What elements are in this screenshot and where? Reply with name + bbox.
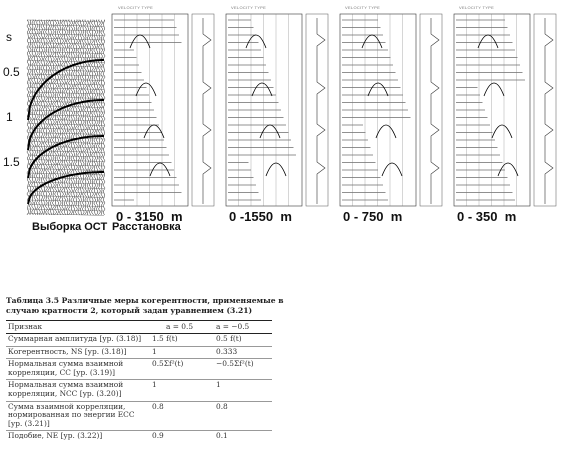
gather-trace (103, 20, 105, 215)
panel-1-header: VELOCITY TYPE (118, 5, 154, 10)
semblance-peak (498, 163, 518, 176)
velocity-function-trace (431, 18, 439, 204)
row-value-a-positive: 1.5 f(t) (152, 334, 178, 343)
gather-trace (29, 20, 31, 215)
time-tick-0-5: 0.5 (3, 65, 20, 79)
row-value-a-negative: 0.333 (214, 346, 272, 359)
velocity-panel-3 (340, 14, 442, 206)
gather-trace (59, 20, 61, 215)
row-value-a-positive: 0.8 (150, 401, 214, 431)
header-a-positive: a = 0.5 (150, 321, 214, 334)
gather-trace (52, 20, 54, 215)
coherence-table (6, 320, 272, 443)
cmp-gather (27, 20, 105, 216)
panel-4-range: 0 - 350 (457, 209, 498, 224)
panel-4-header: VELOCITY TYPE (459, 5, 495, 10)
gather-trace (61, 20, 63, 215)
gather-stripe (28, 65, 104, 67)
row-value-a-negative: 0.1 (214, 431, 272, 443)
table-row (6, 380, 272, 401)
header-feature: Признак (6, 321, 150, 334)
gather-trace (78, 20, 80, 215)
velocity-panel-2 (226, 14, 328, 206)
semblance-peak (368, 83, 388, 96)
row-name: Суммарная амплитуда [ур. (3.18)] (8, 334, 142, 343)
row-value-a-positive: 0.9 (150, 431, 214, 443)
velocity-function-trace (317, 18, 325, 204)
row-value-a-negative: 1 (214, 380, 272, 401)
table-row (6, 334, 272, 347)
table-row (6, 431, 272, 443)
gather-trace (94, 20, 96, 215)
panel-1-range: 0 - 3150 (116, 209, 164, 224)
row-value-a-negative: 0.5 f(t) (216, 334, 242, 343)
table-header-row (6, 321, 272, 334)
velocity-panel-4 (454, 14, 556, 206)
gather-trace (34, 20, 36, 215)
row-name: Подобие, NE [ур. (3.22)] (6, 431, 150, 443)
semblance-peak (144, 125, 164, 138)
coherence-measures-table-block (4, 296, 284, 460)
panel-1-caption (116, 210, 183, 223)
gather-stripe (28, 169, 104, 171)
table-row (6, 346, 272, 359)
time-tick-1: 1 (6, 110, 13, 124)
gather-stripe (28, 43, 104, 45)
header-a-negative: a = −0.5 (214, 321, 272, 334)
panel-2-range: 0 -1550 (229, 209, 274, 224)
panel-2-caption (229, 210, 292, 223)
table-title: Таблица 3.5 Различные меры когерентности, применяемые в случаю кратности 2, который задан уравнением (3.21) (6, 296, 284, 315)
gather-trace (84, 20, 86, 215)
panel-3-unit: m (390, 209, 403, 224)
row-value-a-positive: 1 (150, 380, 214, 401)
velocity-function-trace (545, 18, 553, 204)
gather-trace (50, 20, 52, 215)
gather-trace (71, 20, 73, 215)
gather-trace (48, 20, 50, 215)
gather-trace (36, 20, 38, 215)
gather-stripe (28, 205, 104, 207)
panel-2-header: VELOCITY TYPE (231, 5, 267, 10)
gather-trace (82, 20, 84, 215)
semblance-peak (252, 83, 272, 96)
row-value-a-positive: 0.5Σf²(t) (150, 359, 214, 380)
panel-2-unit: m (280, 209, 292, 224)
velocity-function-trace (203, 18, 211, 204)
semblance-peak (376, 125, 396, 138)
row-value-a-positive: 1 (150, 346, 214, 359)
gather-stripe (28, 79, 104, 81)
gather-trace (89, 20, 91, 215)
table-row (6, 359, 272, 380)
gather-caption: Выборка ОСТ (32, 221, 108, 233)
gather-trace (68, 20, 70, 215)
panel-4-unit: m (504, 209, 517, 224)
semblance-peak (246, 35, 266, 48)
semblance-peak (260, 125, 280, 138)
semblance-peak (150, 163, 170, 176)
row-name: Нормальная сумма взаимной корреляции, NCC [ур. (3.20)] (6, 380, 150, 401)
gather-trace (66, 20, 68, 215)
gather-trace (55, 20, 57, 215)
panel-1-unit: m (170, 209, 183, 224)
row-name: Нормальная сумма взаимной корреляции, CC [ур. (3.19)] (6, 359, 150, 380)
gather-trace (98, 20, 100, 215)
offset-caption: Расстановка (112, 221, 181, 233)
row-name: Сумма взаимной корреляции, нормированная по энергии ECC [ур. (3.21)] (6, 401, 150, 431)
gather-trace (96, 20, 98, 215)
time-tick-1-5: 1.5 (3, 155, 20, 169)
semblance-peak (484, 83, 504, 96)
panel-3-range: 0 - 750 (343, 209, 384, 224)
row-name: Когерентность, NS [ур. (3.18)] (6, 346, 150, 359)
row-value-a-negative: 0.8 (214, 401, 272, 431)
panel-3-header: VELOCITY TYPE (345, 5, 381, 10)
panel-3-caption (343, 210, 402, 223)
semblance-peak (492, 125, 512, 138)
gather-trace (64, 20, 66, 215)
semblance-peak (382, 163, 402, 176)
velocity-panel-1 (112, 14, 214, 206)
semblance-peak (136, 83, 156, 96)
gather-trace (57, 20, 59, 215)
gather-trace (32, 20, 34, 215)
gather-trace (87, 20, 89, 215)
gather-trace (73, 20, 75, 215)
panel-4-caption (457, 210, 516, 223)
semblance-peak (130, 35, 150, 48)
table-row (6, 401, 272, 431)
gather-trace (101, 20, 103, 215)
semblance-peak (478, 35, 498, 48)
time-axis-unit: s (6, 30, 12, 44)
gather-trace (75, 20, 77, 215)
row-value-a-negative: −0.5Σf²(t) (214, 359, 272, 380)
gather-trace (91, 20, 93, 215)
gather-trace (80, 20, 82, 215)
